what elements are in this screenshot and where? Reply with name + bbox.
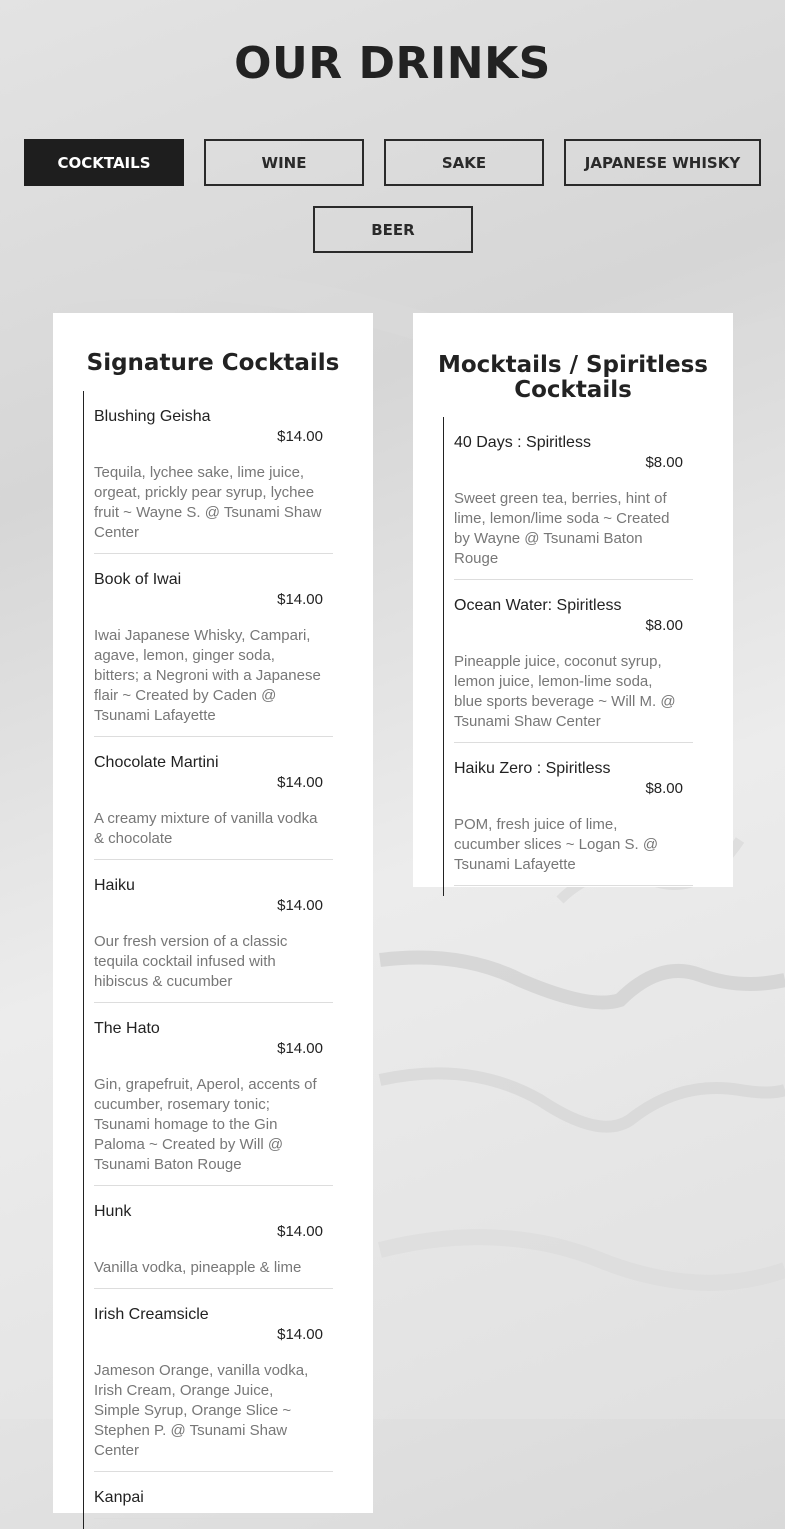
mocktails-title: Mocktails / Spiritless Cocktails	[437, 352, 708, 403]
item-name: Irish Creamsicle	[94, 1306, 209, 1323]
item-description: A creamy mixture of vanilla vodka & chocolate	[94, 810, 318, 847]
tab-japanese-whisky[interactable]: JAPANESE WHISKY	[564, 139, 761, 186]
item-description: Iwai Japanese Whisky, Campari, agave, lemon, ginger soda, bitters; a Negroni with a Japanese flair ~ Created by Caden @ Tsunami Lafayette	[94, 627, 321, 724]
item-price: $14.00	[277, 1223, 323, 1240]
menu-item	[94, 554, 333, 737]
item-price: $8.00	[645, 454, 683, 471]
menu-item	[94, 1472, 333, 1519]
item-name: Chocolate Martini	[94, 754, 219, 771]
page-title: OUR DRINKS	[234, 38, 551, 89]
menu-item	[94, 1003, 333, 1186]
mocktails-card	[413, 313, 733, 887]
menu-item	[454, 743, 693, 886]
item-description: Jameson Orange, vanilla vodka, Irish Cream, Orange Juice, Simple Syrup, Orange Slice ~ Stephen P. @ Tsunami Shaw Center	[94, 1362, 309, 1459]
menu-item	[94, 1289, 333, 1472]
item-description: Tequila, lychee sake, lime juice, orgeat, prickly pear syrup, lychee fruit ~ Wayne S. @ Tsunami Shaw Center	[94, 464, 322, 541]
item-description: Our fresh version of a classic tequila cocktail infused with hibiscus & cucumber	[94, 933, 288, 990]
item-name: Blushing Geisha	[94, 408, 211, 425]
item-name: The Hato	[94, 1020, 160, 1037]
signature-cocktails-list	[83, 391, 333, 1529]
item-price: $14.00	[277, 1040, 323, 1057]
item-name: Ocean Water: Spiritless	[454, 597, 622, 614]
menu-item	[94, 860, 333, 1003]
tab-sake[interactable]: SAKE	[384, 139, 544, 186]
item-description: Sweet green tea, berries, hint of lime, lemon/lime soda ~ Created by Wayne @ Tsunami Baton Rouge	[454, 490, 670, 567]
tab-beer[interactable]: BEER	[313, 206, 473, 253]
menu-item	[94, 391, 333, 554]
signature-cocktails-card	[53, 313, 373, 1513]
item-name: Hunk	[94, 1203, 132, 1220]
menu-item	[94, 1186, 333, 1289]
item-name: Haiku Zero : Spiritless	[454, 760, 611, 777]
item-price: $14.00	[277, 1326, 323, 1343]
item-description: Pineapple juice, coconut syrup, lemon juice, lemon-lime soda, blue sports beverage ~ Will M. @ Tsunami Shaw Center	[454, 653, 676, 730]
menu-item	[454, 417, 693, 580]
item-price: $14.00	[277, 591, 323, 608]
menu-item	[94, 737, 333, 860]
mocktails-list	[443, 417, 693, 896]
item-description: Vanilla vodka, pineapple & lime	[94, 1259, 302, 1276]
item-price: $14.00	[277, 897, 323, 914]
item-name: 40 Days : Spiritless	[454, 434, 591, 451]
tab-cocktails[interactable]: COCKTAILS	[24, 139, 184, 186]
item-price: $8.00	[645, 780, 683, 797]
item-price: $8.00	[645, 617, 683, 634]
item-name: Haiku	[94, 877, 135, 894]
tab-wine[interactable]: WINE	[204, 139, 364, 186]
item-price: $14.00	[277, 428, 323, 445]
item-description: POM, fresh juice of lime, cucumber slices ~ Logan S. @ Tsunami Lafayette	[454, 816, 659, 873]
item-name: Book of Iwai	[94, 571, 182, 588]
item-description: Gin, grapefruit, Aperol, accents of cucumber, rosemary tonic; Tsunami homage to the Gin Paloma ~ Created by Will @ Tsunami Baton Rouge	[94, 1076, 317, 1173]
item-name: Kanpai	[94, 1489, 144, 1506]
menu-item	[454, 580, 693, 743]
signature-cocktails-title: Signature Cocktails	[86, 350, 340, 376]
item-price: $14.00	[277, 774, 323, 791]
